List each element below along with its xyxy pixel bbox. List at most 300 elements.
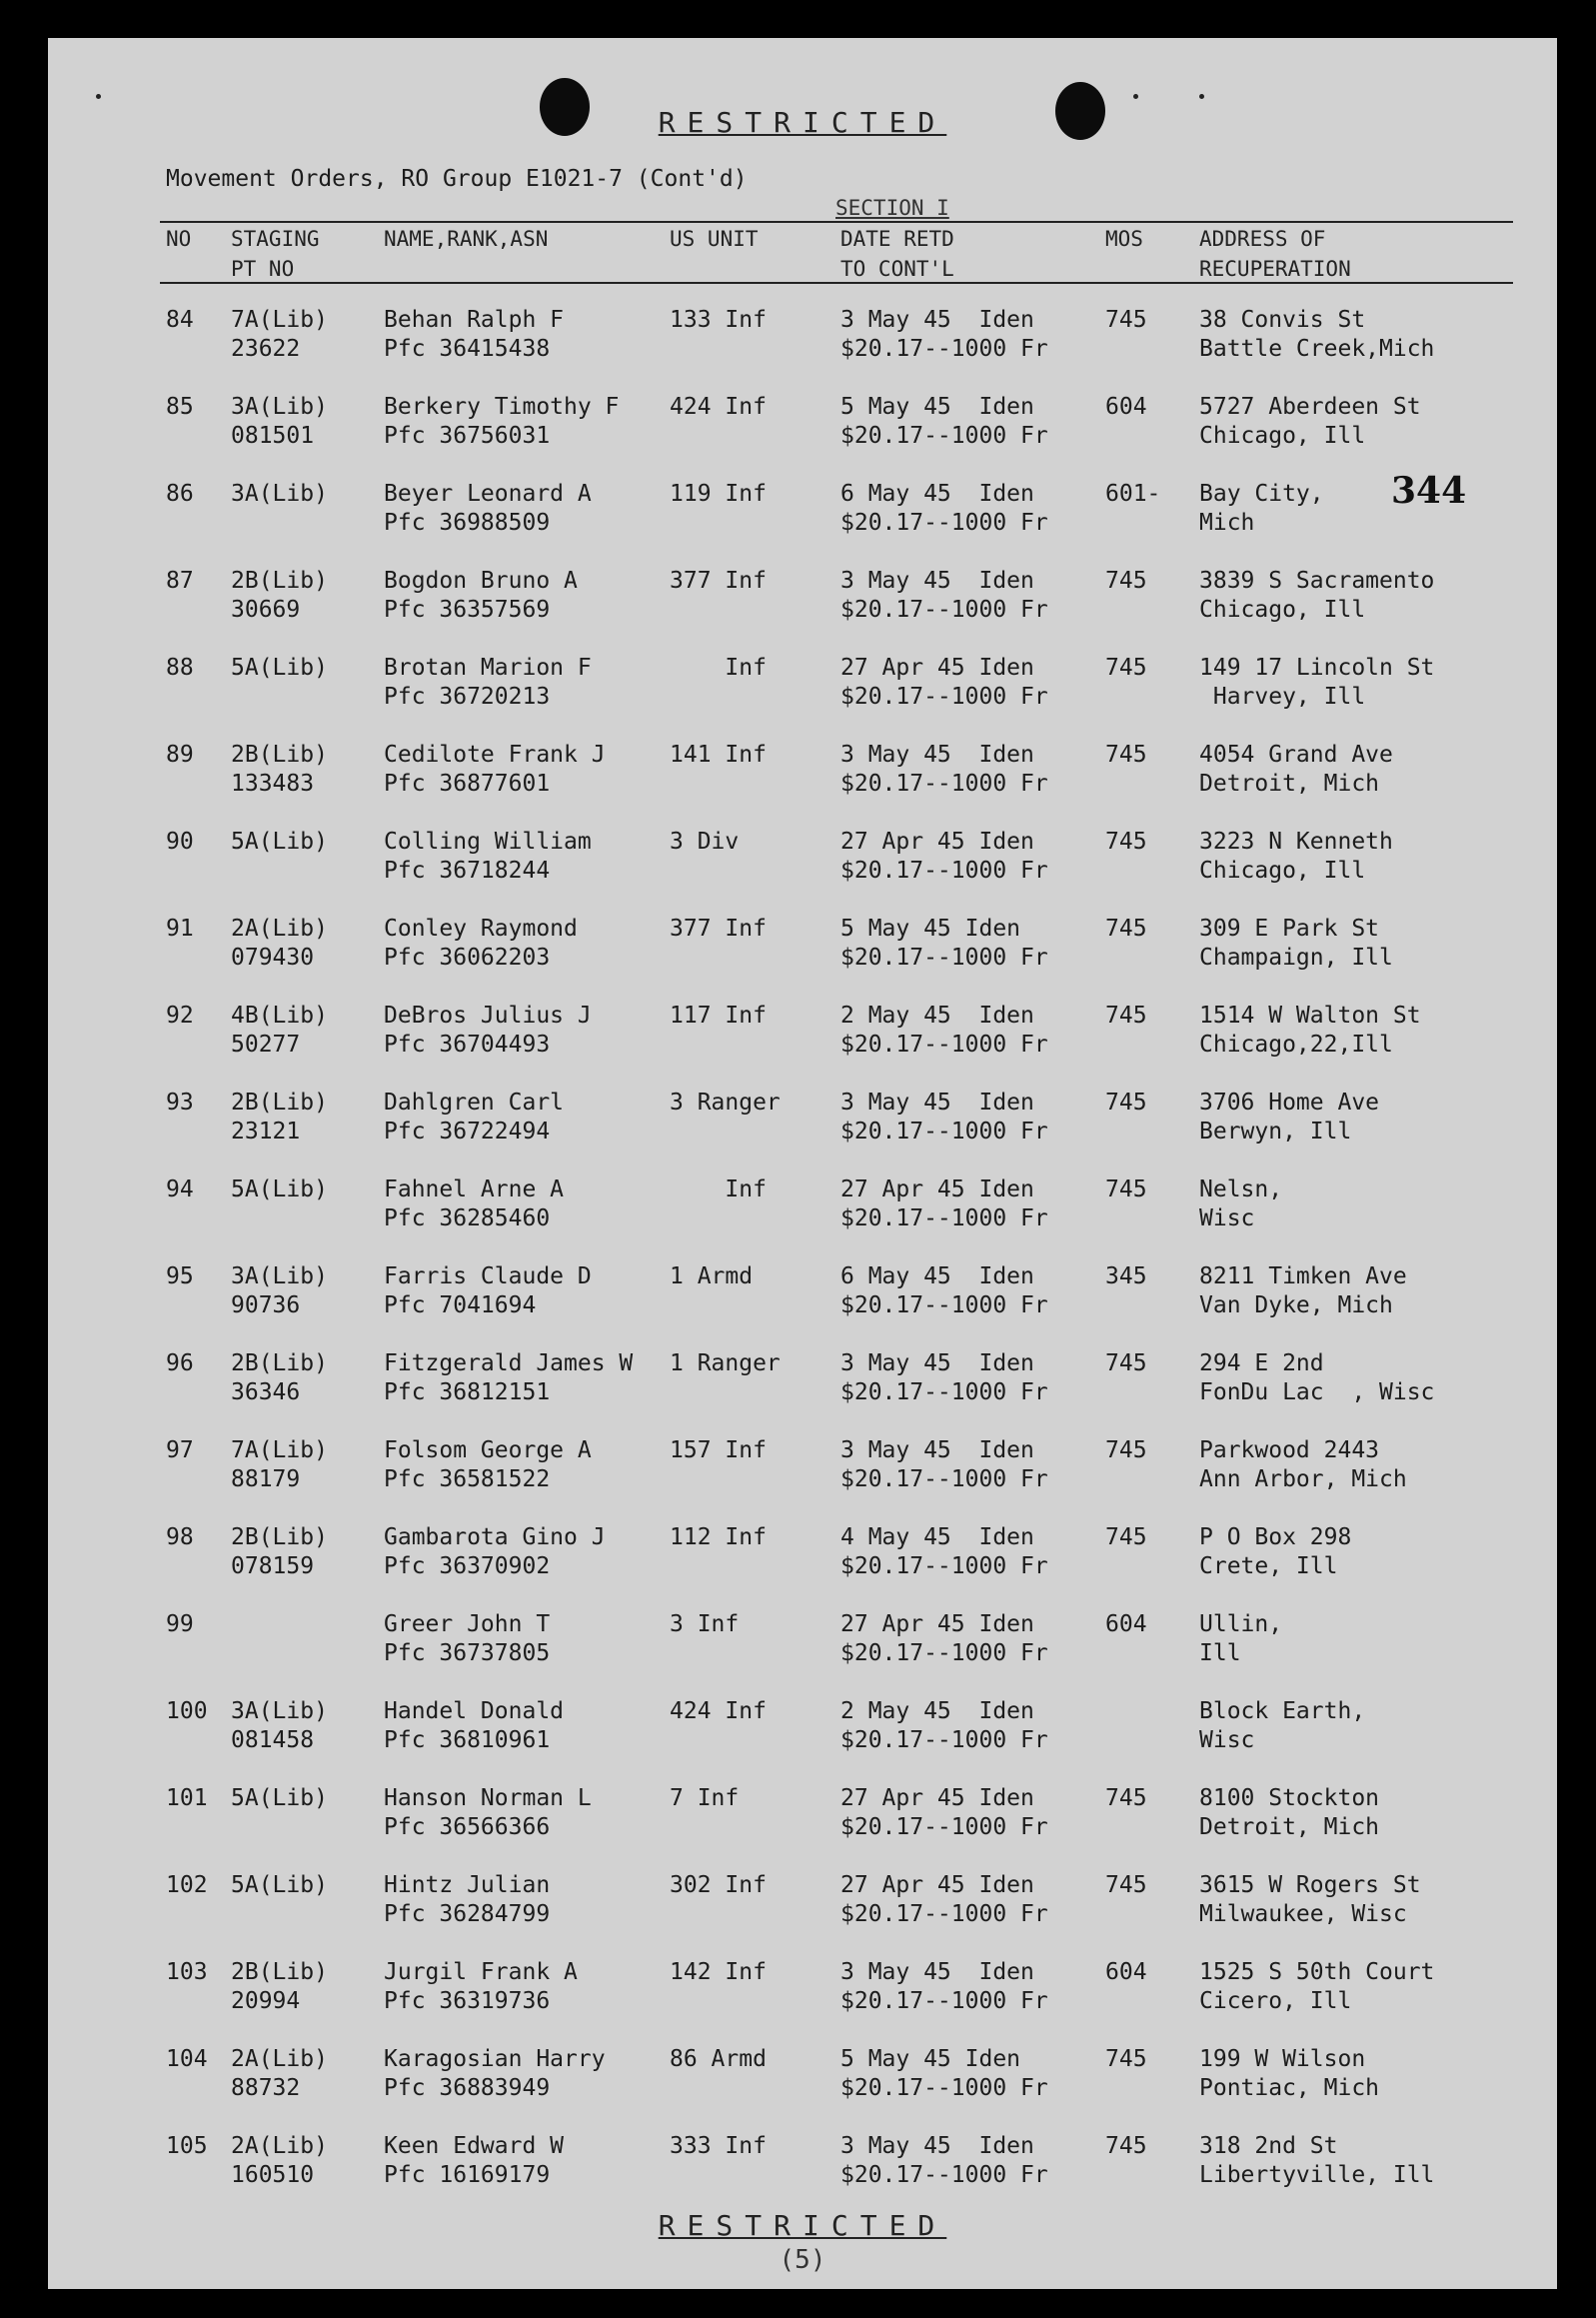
row-number-line1: 101 bbox=[166, 1785, 208, 1811]
row-number bbox=[166, 2132, 208, 2161]
recuperation-address-line1: Parkwood 2443 bbox=[1199, 1437, 1380, 1463]
row-number-line1: 103 bbox=[166, 1959, 208, 1985]
col-header-staging-line1: STAGING bbox=[231, 227, 320, 251]
date-returned-line1: 5 May 45 Iden bbox=[840, 394, 1034, 420]
date-returned bbox=[840, 654, 1048, 710]
date-returned bbox=[840, 1610, 1048, 1666]
row-number bbox=[166, 1523, 194, 1552]
staging-point-line2: 081458 bbox=[231, 1727, 315, 1753]
col-header-date-line2: TO CONT'L bbox=[840, 257, 954, 281]
date-returned-line1: 27 Apr 45 Iden bbox=[840, 1176, 1034, 1202]
date-returned-line2: $20.17--1000 Fr bbox=[840, 771, 1048, 797]
recuperation-address-line2: Ill bbox=[1199, 1640, 1241, 1666]
speck bbox=[1199, 94, 1204, 99]
name-rank-asn bbox=[384, 1262, 592, 1318]
recuperation-address-line1: 149 17 Lincoln St bbox=[1199, 655, 1435, 681]
date-returned-line2: $20.17--1000 Fr bbox=[840, 684, 1048, 710]
row-number bbox=[166, 1697, 208, 1726]
recuperation-address bbox=[1199, 1089, 1380, 1145]
mos-code bbox=[1105, 654, 1147, 683]
name-rank-asn-line1: Fahnel Arne A bbox=[384, 1176, 565, 1202]
mos-code bbox=[1105, 393, 1147, 422]
name-rank-asn bbox=[384, 915, 578, 971]
us-unit bbox=[670, 1523, 767, 1552]
date-returned-line2: $20.17--1000 Fr bbox=[840, 2162, 1048, 2188]
mos-code-line1: 604 bbox=[1105, 1959, 1147, 1985]
table-row bbox=[48, 654, 1557, 741]
date-returned-line2: $20.17--1000 Fr bbox=[840, 597, 1048, 623]
recuperation-address bbox=[1199, 1175, 1283, 1231]
name-rank-asn-line2: Pfc 36718244 bbox=[384, 858, 551, 884]
recuperation-address-line1: 3223 N Kenneth bbox=[1199, 829, 1393, 855]
name-rank-asn-line2: Pfc 36704493 bbox=[384, 1032, 551, 1058]
mos-code bbox=[1105, 1871, 1147, 1900]
name-rank-asn-line2: Pfc 7041694 bbox=[384, 1292, 537, 1318]
date-returned bbox=[840, 1784, 1048, 1840]
col-header-no: NO bbox=[166, 227, 192, 251]
table-row bbox=[48, 567, 1557, 654]
us-unit bbox=[670, 1871, 767, 1900]
staging-point-line2: 160510 bbox=[231, 2162, 315, 2188]
date-returned-line2: $20.17--1000 Fr bbox=[840, 1292, 1048, 1318]
col-header-address bbox=[1199, 224, 1351, 284]
staging-point-line1: 5A(Lib) bbox=[231, 655, 328, 681]
recuperation-address bbox=[1199, 2132, 1435, 2188]
staging-point bbox=[231, 1262, 328, 1318]
us-unit-line1: 142 Inf bbox=[670, 1959, 767, 1985]
date-returned bbox=[840, 1436, 1048, 1492]
row-number bbox=[166, 1262, 194, 1291]
name-rank-asn bbox=[384, 2132, 565, 2188]
staging-point bbox=[231, 1958, 328, 2014]
date-returned-line2: $20.17--1000 Fr bbox=[840, 423, 1048, 449]
name-rank-asn-line1: Brotan Marion F bbox=[384, 655, 592, 681]
recuperation-address-line2: Milwaukee, Wisc bbox=[1199, 1901, 1407, 1927]
table-row bbox=[48, 1436, 1557, 1523]
name-rank-asn-line2: Pfc 36988509 bbox=[384, 510, 551, 536]
staging-point bbox=[231, 1089, 328, 1145]
name-rank-asn-line2: Pfc 36062203 bbox=[384, 945, 551, 971]
recuperation-address bbox=[1199, 2045, 1380, 2101]
recuperation-address-line1: Ullin, bbox=[1199, 1611, 1283, 1637]
date-returned-line1: 27 Apr 45 Iden bbox=[840, 655, 1034, 681]
date-returned-line1: 5 May 45 Iden bbox=[840, 916, 1021, 942]
date-returned-line2: $20.17--1000 Fr bbox=[840, 1901, 1048, 1927]
recuperation-address bbox=[1199, 1262, 1407, 1318]
recuperation-address-line2: Chicago, Ill bbox=[1199, 858, 1366, 884]
mos-code bbox=[1105, 1958, 1147, 1987]
recuperation-address bbox=[1199, 1523, 1352, 1579]
table-row bbox=[48, 393, 1557, 480]
name-rank-asn bbox=[384, 1089, 565, 1145]
staging-point bbox=[231, 306, 328, 362]
name-rank-asn-line1: Fitzgerald James W bbox=[384, 1350, 634, 1376]
name-rank-asn-line1: Farris Claude D bbox=[384, 1263, 592, 1289]
date-returned bbox=[840, 741, 1048, 797]
us-unit bbox=[670, 1610, 739, 1639]
mos-code bbox=[1105, 1349, 1147, 1378]
us-unit-line1: 7 Inf bbox=[670, 1785, 740, 1811]
name-rank-asn-line1: Folsom George A bbox=[384, 1437, 592, 1463]
table-row bbox=[48, 1089, 1557, 1175]
recuperation-address-line2: Wisc bbox=[1199, 1727, 1255, 1753]
date-returned-line1: 2 May 45 Iden bbox=[840, 1698, 1034, 1724]
recuperation-address-line1: 1525 S 50th Court bbox=[1199, 1959, 1435, 1985]
recuperation-address bbox=[1199, 393, 1421, 449]
date-returned bbox=[840, 393, 1048, 449]
row-number-line1: 91 bbox=[166, 916, 194, 942]
row-number-line1: 102 bbox=[166, 1872, 208, 1898]
name-rank-asn-line2: Pfc 36720213 bbox=[384, 684, 551, 710]
row-number bbox=[166, 1958, 208, 1987]
recuperation-address-line1: 199 W Wilson bbox=[1199, 2046, 1366, 2072]
mos-code-line1: 345 bbox=[1105, 1263, 1147, 1289]
name-rank-asn-line2: Pfc 36737805 bbox=[384, 1640, 551, 1666]
us-unit-line1: 119 Inf bbox=[670, 481, 767, 507]
staging-point bbox=[231, 480, 328, 509]
name-rank-asn-line2: Pfc 36284799 bbox=[384, 1901, 551, 1927]
mos-code-line1: 601- bbox=[1105, 481, 1161, 507]
row-number bbox=[166, 1610, 194, 1639]
staging-point-line2: 50277 bbox=[231, 1032, 301, 1058]
recuperation-address-line1: 309 E Park St bbox=[1199, 916, 1380, 942]
staging-point bbox=[231, 1697, 328, 1753]
recuperation-address-line2: Mich bbox=[1199, 510, 1255, 536]
mos-code bbox=[1105, 1089, 1147, 1118]
date-returned bbox=[840, 1089, 1048, 1145]
staging-point-line2: 36346 bbox=[231, 1379, 301, 1405]
mos-code-line1: 745 bbox=[1105, 568, 1147, 594]
mos-code-line1: 745 bbox=[1105, 916, 1147, 942]
table-row bbox=[48, 915, 1557, 1002]
us-unit-line1: 133 Inf bbox=[670, 307, 767, 333]
name-rank-asn bbox=[384, 1002, 592, 1058]
name-rank-asn-line1: Hanson Norman L bbox=[384, 1785, 592, 1811]
name-rank-asn bbox=[384, 1958, 578, 2014]
us-unit-line1: 3 Ranger bbox=[670, 1090, 781, 1116]
us-unit-line1: 1 Armd bbox=[670, 1263, 754, 1289]
table-row bbox=[48, 828, 1557, 915]
us-unit bbox=[670, 480, 767, 509]
row-number bbox=[166, 1784, 208, 1813]
name-rank-asn bbox=[384, 393, 620, 449]
staging-point-line1: 2B(Lib) bbox=[231, 1350, 328, 1376]
date-returned-line1: 3 May 45 Iden bbox=[840, 742, 1034, 768]
us-unit-line1: 424 Inf bbox=[670, 394, 767, 420]
row-number bbox=[166, 480, 194, 509]
us-unit-line1: 157 Inf bbox=[670, 1437, 767, 1463]
date-returned-line2: $20.17--1000 Fr bbox=[840, 945, 1048, 971]
date-returned-line2: $20.17--1000 Fr bbox=[840, 1205, 1048, 1231]
date-returned bbox=[840, 1871, 1048, 1927]
recuperation-address bbox=[1199, 1871, 1421, 1927]
document-heading: Movement Orders, RO Group E1021-7 (Cont'd) bbox=[166, 166, 748, 192]
name-rank-asn-line1: DeBros Julius J bbox=[384, 1003, 592, 1029]
mos-code bbox=[1105, 1523, 1147, 1552]
name-rank-asn-line2: Pfc 36415438 bbox=[384, 336, 551, 362]
recuperation-address bbox=[1199, 741, 1393, 797]
recuperation-address bbox=[1199, 915, 1393, 971]
staging-point-line2: 23121 bbox=[231, 1119, 301, 1145]
staging-point bbox=[231, 567, 328, 623]
name-rank-asn-line2: Pfc 16169179 bbox=[384, 2162, 551, 2188]
name-rank-asn-line1: Gambarota Gino J bbox=[384, 1524, 606, 1550]
row-number-line1: 86 bbox=[166, 481, 194, 507]
us-unit bbox=[670, 1089, 781, 1118]
name-rank-asn-line1: Hintz Julian bbox=[384, 1872, 551, 1898]
recuperation-address bbox=[1199, 828, 1393, 884]
recuperation-address-line1: 8100 Stockton bbox=[1199, 1785, 1380, 1811]
recuperation-address-line2: Chicago, Ill bbox=[1199, 597, 1366, 623]
row-number-line1: 105 bbox=[166, 2133, 208, 2159]
name-rank-asn-line1: Conley Raymond bbox=[384, 916, 578, 942]
mos-code-line1: 745 bbox=[1105, 655, 1147, 681]
us-unit-line1: 86 Armd bbox=[670, 2046, 767, 2072]
date-returned bbox=[840, 1002, 1048, 1058]
staging-point-line1: 2B(Lib) bbox=[231, 1090, 328, 1116]
staging-point bbox=[231, 2045, 328, 2101]
us-unit-line1: 302 Inf bbox=[670, 1872, 767, 1898]
name-rank-asn bbox=[384, 1349, 634, 1405]
name-rank-asn-line1: Bogdon Bruno A bbox=[384, 568, 578, 594]
staging-point bbox=[231, 393, 328, 449]
staging-point-line1: 7A(Lib) bbox=[231, 307, 328, 333]
staging-point-line1: 3A(Lib) bbox=[231, 394, 328, 420]
name-rank-asn-line1: Jurgil Frank A bbox=[384, 1959, 578, 1985]
staging-point bbox=[231, 741, 328, 797]
staging-point-line1: 5A(Lib) bbox=[231, 829, 328, 855]
row-number-line1: 94 bbox=[166, 1176, 194, 1202]
table-row bbox=[48, 1958, 1557, 2045]
us-unit-line1: 117 Inf bbox=[670, 1003, 767, 1029]
recuperation-address-line1: Bay City, bbox=[1199, 481, 1324, 507]
date-returned bbox=[840, 567, 1048, 623]
table-row bbox=[48, 1175, 1557, 1262]
row-number bbox=[166, 654, 194, 683]
date-returned-line2: $20.17--1000 Fr bbox=[840, 1379, 1048, 1405]
staging-point-line1: 2A(Lib) bbox=[231, 916, 328, 942]
section-label: SECTION I bbox=[835, 196, 949, 220]
name-rank-asn bbox=[384, 1871, 551, 1927]
staging-point-line1: 5A(Lib) bbox=[231, 1785, 328, 1811]
row-number bbox=[166, 915, 194, 944]
recuperation-address-line2: FonDu Lac , Wisc bbox=[1199, 1379, 1435, 1405]
mos-code-line1: 745 bbox=[1105, 1350, 1147, 1376]
mos-code-line1: 745 bbox=[1105, 829, 1147, 855]
us-unit-line1: Inf bbox=[670, 1176, 767, 1202]
staging-point-line1: 7A(Lib) bbox=[231, 1437, 328, 1463]
mos-code-line1: 745 bbox=[1105, 2046, 1147, 2072]
row-number-line1: 84 bbox=[166, 307, 194, 333]
recuperation-address-line2: Champaign, Ill bbox=[1199, 945, 1393, 971]
row-number bbox=[166, 1089, 194, 1118]
mos-code bbox=[1105, 1175, 1147, 1204]
staging-point-line2: 20994 bbox=[231, 1988, 301, 2014]
name-rank-asn bbox=[384, 567, 578, 623]
us-unit bbox=[670, 393, 767, 422]
name-rank-asn-line2: Pfc 36581522 bbox=[384, 1466, 551, 1492]
us-unit-line1: 424 Inf bbox=[670, 1698, 767, 1724]
name-rank-asn-line1: Greer John T bbox=[384, 1611, 551, 1637]
table-row bbox=[48, 1262, 1557, 1349]
us-unit-line1: 377 Inf bbox=[670, 916, 767, 942]
mos-code-line1: 745 bbox=[1105, 307, 1147, 333]
date-returned-line1: 3 May 45 Iden bbox=[840, 2133, 1034, 2159]
speck bbox=[1133, 94, 1138, 99]
us-unit bbox=[670, 2045, 767, 2074]
date-returned-line2: $20.17--1000 Fr bbox=[840, 2075, 1048, 2101]
row-number-line1: 97 bbox=[166, 1437, 194, 1463]
date-returned bbox=[840, 828, 1048, 884]
recuperation-address-line1: 1514 W Walton St bbox=[1199, 1003, 1421, 1029]
date-returned-line2: $20.17--1000 Fr bbox=[840, 1814, 1048, 1840]
name-rank-asn-line2: Pfc 36722494 bbox=[384, 1119, 551, 1145]
name-rank-asn-line1: Behan Ralph F bbox=[384, 307, 565, 333]
col-header-date bbox=[840, 224, 954, 284]
restricted-banner-top: RESTRICTED bbox=[658, 106, 947, 139]
recuperation-address-line1: Block Earth, bbox=[1199, 1698, 1366, 1724]
mos-code bbox=[1105, 1784, 1147, 1813]
date-returned-line2: $20.17--1000 Fr bbox=[840, 1032, 1048, 1058]
date-returned-line1: 3 May 45 Iden bbox=[840, 1437, 1034, 1463]
mos-code-line1: 604 bbox=[1105, 394, 1147, 420]
date-returned bbox=[840, 915, 1048, 971]
recuperation-address-line2: Battle Creek,Mich bbox=[1199, 336, 1435, 362]
date-returned-line1: 3 May 45 Iden bbox=[840, 307, 1034, 333]
page-stamp-number: 344 bbox=[1391, 470, 1467, 512]
staging-point-line2: 079430 bbox=[231, 945, 315, 971]
row-number bbox=[166, 1436, 194, 1465]
us-unit bbox=[670, 1349, 781, 1378]
date-returned-line1: 27 Apr 45 Iden bbox=[840, 1785, 1034, 1811]
us-unit bbox=[670, 915, 767, 944]
mos-code-line1: 745 bbox=[1105, 1090, 1147, 1116]
table-row bbox=[48, 480, 1557, 567]
date-returned bbox=[840, 1958, 1048, 2014]
date-returned-line1: 6 May 45 Iden bbox=[840, 1263, 1034, 1289]
col-header-staging-line2: PT NO bbox=[231, 257, 295, 281]
table-row bbox=[48, 1784, 1557, 1871]
row-number-line1: 85 bbox=[166, 394, 194, 420]
recuperation-address-line1: Nelsn, bbox=[1199, 1176, 1283, 1202]
date-returned bbox=[840, 306, 1048, 362]
name-rank-asn bbox=[384, 741, 606, 797]
col-header-staging bbox=[231, 224, 320, 284]
row-number-line1: 88 bbox=[166, 655, 194, 681]
date-returned-line1: 3 May 45 Iden bbox=[840, 1090, 1034, 1116]
us-unit-line1: 3 Div bbox=[670, 829, 740, 855]
name-rank-asn-line1: Cedilote Frank J bbox=[384, 742, 606, 768]
recuperation-address bbox=[1199, 1349, 1435, 1405]
recuperation-address bbox=[1199, 1697, 1366, 1753]
recuperation-address-line1: 8211 Timken Ave bbox=[1199, 1263, 1407, 1289]
recuperation-address bbox=[1199, 306, 1435, 362]
staging-point-line1: 3A(Lib) bbox=[231, 1263, 328, 1289]
staging-point-line1: 2B(Lib) bbox=[231, 568, 328, 594]
recuperation-address-line1: 4054 Grand Ave bbox=[1199, 742, 1393, 768]
name-rank-asn-line2: Pfc 36812151 bbox=[384, 1379, 551, 1405]
staging-point-line1: 2B(Lib) bbox=[231, 1959, 328, 1985]
date-returned-line1: 4 May 45 Iden bbox=[840, 1524, 1034, 1550]
name-rank-asn-line1: Berkery Timothy F bbox=[384, 394, 620, 420]
recuperation-address bbox=[1199, 567, 1435, 623]
mos-code bbox=[1105, 480, 1160, 509]
recuperation-address bbox=[1199, 1002, 1421, 1058]
us-unit bbox=[670, 741, 767, 770]
mos-code bbox=[1105, 306, 1147, 335]
name-rank-asn bbox=[384, 1697, 565, 1753]
staging-point-line2: 23622 bbox=[231, 336, 301, 362]
name-rank-asn-line1: Karagosian Harry bbox=[384, 2046, 606, 2072]
recuperation-address-line2: Pontiac, Mich bbox=[1199, 2075, 1380, 2101]
recuperation-address-line2: Chicago,22,Ill bbox=[1199, 1032, 1393, 1058]
recuperation-address-line1: 3615 W Rogers St bbox=[1199, 1872, 1421, 1898]
staging-point bbox=[231, 1436, 328, 1492]
row-number-line1: 95 bbox=[166, 1263, 194, 1289]
row-number-line1: 90 bbox=[166, 829, 194, 855]
recuperation-address-line1: 38 Convis St bbox=[1199, 307, 1366, 333]
recuperation-address-line2: Wisc bbox=[1199, 1205, 1255, 1231]
name-rank-asn-line1: Beyer Leonard A bbox=[384, 481, 592, 507]
us-unit-line1: 1 Ranger bbox=[670, 1350, 781, 1376]
staging-point-line2: 88179 bbox=[231, 1466, 301, 1492]
mos-code-line1: 745 bbox=[1105, 1003, 1147, 1029]
recuperation-address-line2: Chicago, Ill bbox=[1199, 423, 1366, 449]
us-unit-line1: 377 Inf bbox=[670, 568, 767, 594]
mos-code bbox=[1105, 1262, 1147, 1291]
date-returned-line1: 5 May 45 Iden bbox=[840, 2046, 1021, 2072]
row-number bbox=[166, 1175, 194, 1204]
staging-point-line1: 4B(Lib) bbox=[231, 1003, 328, 1029]
name-rank-asn bbox=[384, 1436, 592, 1492]
recuperation-address bbox=[1199, 1784, 1380, 1840]
us-unit bbox=[670, 828, 739, 857]
name-rank-asn-line2: Pfc 36877601 bbox=[384, 771, 551, 797]
mos-code-line1: 745 bbox=[1105, 1785, 1147, 1811]
us-unit bbox=[670, 1002, 767, 1031]
recuperation-address-line2: Harvey, Ill bbox=[1199, 684, 1366, 710]
staging-point bbox=[231, 1871, 328, 1900]
name-rank-asn-line1: Handel Donald bbox=[384, 1698, 565, 1724]
staging-point bbox=[231, 915, 328, 971]
name-rank-asn-line2: Pfc 36883949 bbox=[384, 2075, 551, 2101]
staging-point-line1: 2B(Lib) bbox=[231, 1524, 328, 1550]
name-rank-asn-line2: Pfc 36810961 bbox=[384, 1727, 551, 1753]
row-number-line1: 98 bbox=[166, 1524, 194, 1550]
date-returned-line2: $20.17--1000 Fr bbox=[840, 1553, 1048, 1579]
staging-point bbox=[231, 1784, 328, 1813]
row-number-line1: 104 bbox=[166, 2046, 208, 2072]
date-returned-line2: $20.17--1000 Fr bbox=[840, 1988, 1048, 2014]
date-returned-line2: $20.17--1000 Fr bbox=[840, 1119, 1048, 1145]
staging-point-line2: 90736 bbox=[231, 1292, 301, 1318]
date-returned-line1: 3 May 45 Iden bbox=[840, 568, 1034, 594]
row-number bbox=[166, 1002, 194, 1031]
page-number: (5) bbox=[779, 2245, 826, 2275]
name-rank-asn bbox=[384, 1610, 551, 1666]
recuperation-address-line2: Cicero, Ill bbox=[1199, 1988, 1352, 2014]
recuperation-address-line1: 318 2nd St bbox=[1199, 2133, 1338, 2159]
us-unit bbox=[670, 1958, 767, 1987]
staging-point-line2: 30669 bbox=[231, 597, 301, 623]
row-number bbox=[166, 741, 194, 770]
name-rank-asn-line2: Pfc 36370902 bbox=[384, 1553, 551, 1579]
row-number-line1: 100 bbox=[166, 1698, 208, 1724]
recuperation-address-line1: 3839 S Sacramento bbox=[1199, 568, 1435, 594]
us-unit bbox=[670, 1784, 739, 1813]
staging-point bbox=[231, 1175, 328, 1204]
date-returned bbox=[840, 1349, 1048, 1405]
